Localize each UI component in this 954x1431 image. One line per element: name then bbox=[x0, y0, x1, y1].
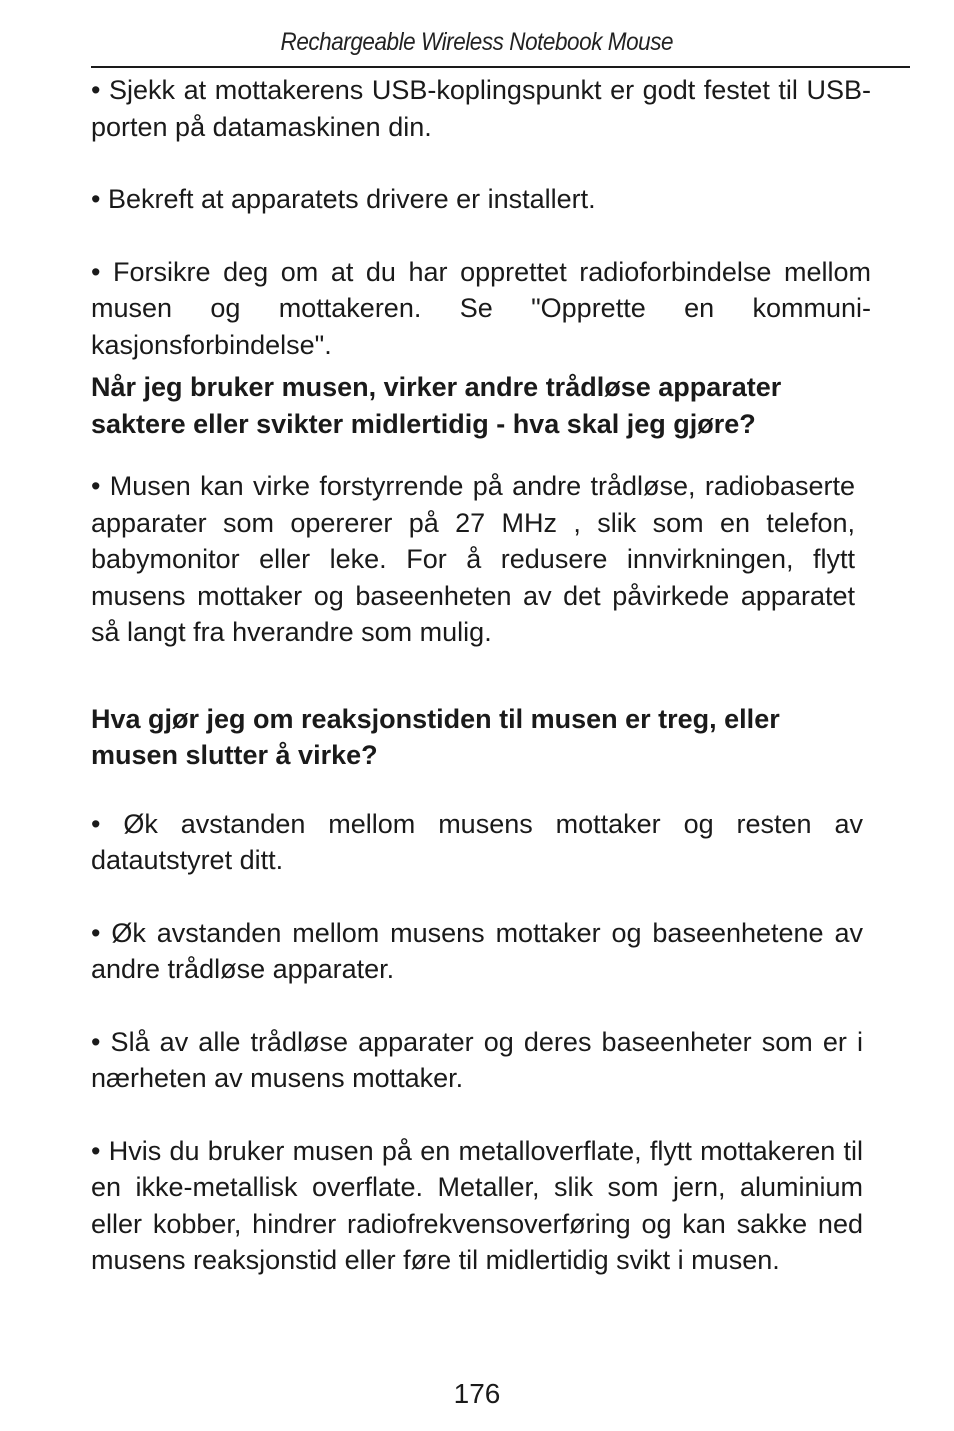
bullet-drivers-installed: • Bekreft at apparatets drivere er installert. bbox=[91, 184, 596, 214]
question-wireless-interference: Når jeg bruker musen, virker andre trådløse apparater saktere eller svikter midlertidig - hva skal jeg gjøre? bbox=[91, 372, 782, 439]
bullet-metal-surface: • Hvis du bruker musen på en metalloverflate, flytt mottakeren til en ikke-metallisk overflate. Metaller, slik som jern, aluminium eller kobber, hindrer radiofrekvensoverføring og kan sakke ned musens reaksjonstid eller føre til midlertidig svikt i musen. bbox=[91, 1135, 863, 1275]
question-slow-response: Hva gjør jeg om reaksjonstiden til musen er treg, eller musen slutter å virke? bbox=[91, 703, 780, 770]
running-header-title: Rechargeable Wireless Notebook Mouse bbox=[280, 28, 674, 56]
header-divider bbox=[91, 66, 910, 68]
bullet-radio-connection: • Forsikre deg om at du har opprettet radioforbindelse mellom musen og mottakeren. Se "Opprette en kommunikasjonsforbindelse". bbox=[91, 256, 871, 360]
page-body bbox=[91, 70, 871, 1279]
bullet-interference-27mhz: • Musen kan virke forstyrrende på andre trådløse, radiobaserte apparater som opererer på 27 MHz , slik som en telefon, babymonitor eller leke. For å redusere innvirkningen, flytt musens mottaker og baseenheten av det påvirkede apparatet så langt fra hverandre som mulig. bbox=[91, 471, 855, 647]
bullet-usb-connection: • Sjekk at mottakerens USB-koplingspunkt er godt festet til USB-porten på datamaskinen din. bbox=[91, 75, 871, 142]
bullet-distance-base-units: • Øk avstanden mellom musens mottaker og baseenhetene av andre trådløse apparater. bbox=[91, 917, 863, 984]
bullet-distance-equipment: • Øk avstanden mellom musens mottaker og resten av datautstyret ditt. bbox=[91, 808, 863, 875]
page-number: 176 bbox=[453, 1378, 501, 1409]
bullet-turn-off-devices: • Slå av alle trådløse apparater og deres baseenheter som er i nærheten av musens mottaker. bbox=[91, 1026, 863, 1093]
